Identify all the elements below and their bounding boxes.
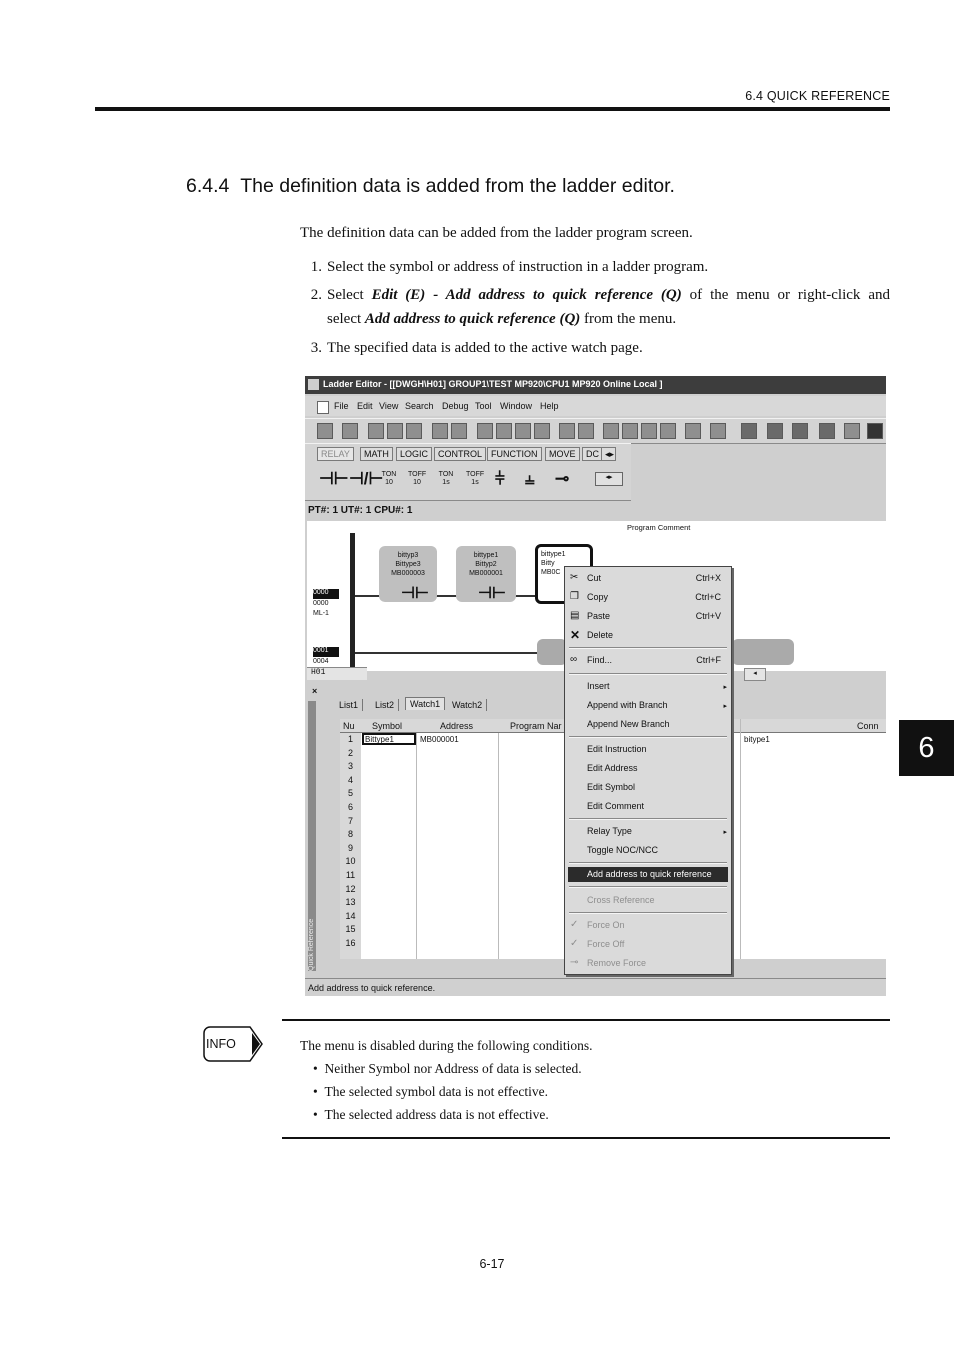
submenu-arrow-icon: ▸ [723, 829, 727, 836]
menu-item-edit-comment[interactable]: Edit Comment [587, 801, 645, 811]
address-cell[interactable]: MB000001 [420, 735, 459, 744]
section-title [186, 175, 675, 198]
no-contact-icon[interactable]: ⊣⊢ [319, 469, 349, 488]
sheet-tab-label[interactable]: H01 [311, 668, 326, 677]
menu-item-paste[interactable]: Paste [587, 611, 611, 621]
menu-item-cut[interactable]: Cut [587, 573, 602, 583]
row-number: 4 [347, 774, 353, 785]
close-pane-icon[interactable]: × [312, 686, 318, 696]
step-text: Select the symbol or address of instruction in a ladder program. [327, 259, 709, 275]
status-text: Add address to quick reference. [308, 983, 436, 993]
row-number: 7 [347, 815, 353, 826]
main-toolbar [305, 418, 886, 444]
info-badge-label: INFO [206, 1037, 236, 1051]
step-text: select [327, 311, 365, 327]
row-number: 11 [345, 869, 356, 880]
menu-item-find[interactable]: Find... [587, 655, 613, 665]
info-bullet-text: The selected address data is not effective. [324, 1107, 549, 1122]
info-bullet: • The selected symbol data is not effective. [313, 1084, 549, 1099]
menu-debug[interactable]: Debug [442, 401, 469, 411]
contact-symbol: Bittype3 [395, 561, 421, 568]
contact-label: bittype1 [541, 551, 566, 558]
list-icon[interactable] [710, 423, 726, 439]
contact-symbol: Bittyp2 [475, 561, 497, 568]
row-number: 10 [345, 856, 356, 867]
step-list [300, 255, 890, 360]
branch-close-icon[interactable] [515, 423, 531, 439]
menu-item-force-off[interactable]: Force Off [587, 939, 625, 949]
tab-dc[interactable]: DC [582, 447, 603, 461]
contact-no-icon: ⊣⊢ [478, 585, 506, 602]
info-bottom-rule [282, 1137, 890, 1139]
sheet-tab-bar [307, 667, 367, 680]
menu-separator [569, 736, 727, 738]
contact-no-icon: ⊣⊢ [401, 585, 429, 602]
row-number: 5 [347, 788, 353, 799]
menu-item-toggle-noc-ncc[interactable]: Toggle NOC/NCC [587, 845, 659, 855]
menu-item-add-address-to-quick-reference[interactable]: Add address to quick reference [587, 869, 712, 879]
section-title-text: The definition data is added from the ladder editor. [240, 175, 675, 197]
branch-icon[interactable] [496, 423, 512, 439]
palette-scroll-icon[interactable]: ◂▸ [595, 472, 623, 486]
remove-force-icon: ⊸ [570, 957, 579, 968]
menu-view[interactable]: View [379, 401, 399, 411]
bookmark-icon[interactable] [622, 423, 638, 439]
nc-contact-icon[interactable]: ⊣/⊢ [349, 469, 384, 488]
running-header: 6.4 QUICK REFERENCE [745, 89, 890, 103]
grid-divider [740, 719, 741, 959]
menu-bar [305, 396, 886, 416]
col-address: Address [440, 721, 474, 731]
menu-lines-icon[interactable] [867, 423, 883, 439]
status-bar [305, 978, 886, 996]
tab-move[interactable]: MOVE [545, 447, 580, 461]
contact-symbol: Bitty [541, 560, 555, 567]
row-number: 6 [347, 801, 353, 812]
menu-separator [569, 886, 727, 888]
pulse-fall-icon[interactable]: ⫨ [525, 469, 535, 488]
menu-item-emphasis: Add address to quick reference (Q) [364, 311, 581, 327]
contact-label: bittyp3 [397, 552, 419, 559]
copy-icon[interactable] [387, 423, 403, 439]
row-number: 14 [345, 910, 356, 921]
palette-tab-row [317, 447, 631, 461]
print-icon[interactable] [342, 423, 358, 439]
ton-1s-icon[interactable]: TON 1s [438, 471, 454, 486]
tab-logic[interactable]: LOGIC [396, 447, 432, 461]
menu-search[interactable]: Search [405, 401, 434, 411]
pulse-rise-icon[interactable]: ⫩ [495, 469, 505, 488]
align-icon[interactable] [741, 423, 757, 439]
menu-separator [569, 673, 727, 675]
col-comment: Conn [857, 721, 879, 731]
binoculars-icon: ∞ [570, 654, 578, 665]
intro-paragraph: The definition data can be added from the ladder program screen. [300, 225, 693, 241]
page-number: 6-17 [479, 1257, 505, 1271]
document-icon [317, 401, 329, 414]
copy-icon: ❐ [570, 591, 579, 602]
row-number: 13 [345, 897, 356, 908]
menu-separator [569, 647, 727, 649]
toff-10-icon[interactable]: TOFF 10 [408, 471, 427, 486]
info-bullet: • Neither Symbol nor Address of data is selected. [313, 1061, 582, 1076]
cut-icon[interactable] [368, 423, 384, 439]
contact-address: MB000001 [469, 570, 503, 577]
submenu-arrow-icon: ▸ [723, 703, 727, 710]
pt-info: PT#: 1 UT#: 1 CPU#: 1 [308, 505, 413, 516]
chapter-tab: 6 [899, 720, 954, 776]
force-on-icon: ✓ [570, 919, 579, 930]
menu-path-emphasis: Edit (E) - Add address to quick reference (Q) [371, 287, 682, 303]
menu-window[interactable]: Window [500, 401, 533, 411]
rung-step-1: 0004 [313, 658, 329, 665]
coil-icon[interactable]: ⊸ [555, 469, 570, 488]
info-bullet-text: Neither Symbol nor Address of data is selected. [324, 1061, 582, 1076]
menu-separator [569, 818, 727, 820]
paste-icon: ▤ [570, 610, 580, 621]
rung-wire-1 [355, 652, 545, 654]
col-symbol: Symbol [372, 721, 403, 731]
menu-item-copy[interactable]: Copy [587, 592, 609, 602]
shortcut-paste: Ctrl+V [695, 611, 721, 621]
contact-label: bittype1 [473, 552, 499, 559]
app-icon [308, 379, 319, 390]
row-number: 9 [347, 842, 353, 853]
toff-1s-icon[interactable]: TOFF 1s [466, 471, 485, 486]
menu-item-append-new-branch[interactable]: Append New Branch [587, 719, 670, 729]
row-number-column [340, 733, 361, 959]
force-off-icon: ✓ [570, 938, 579, 949]
menu-help[interactable]: Help [540, 401, 559, 411]
arrow-up-icon[interactable] [767, 423, 783, 439]
tab-watch2[interactable]: Watch2 [448, 699, 487, 711]
rung-1-box-right [732, 639, 794, 665]
step-text: Select [327, 287, 372, 303]
undo-icon[interactable] [432, 423, 448, 439]
redo-icon[interactable] [451, 423, 467, 439]
step-text: of the menu or right-click and [681, 287, 890, 303]
scissors-icon: ✂ [570, 572, 579, 583]
menu-item-edit-instruction[interactable]: Edit Instruction [587, 744, 647, 754]
find-icon[interactable] [559, 423, 575, 439]
step-number: 3. [310, 340, 322, 356]
menu-item-cross-reference[interactable]: Cross Reference [587, 895, 655, 905]
menu-file[interactable]: File [334, 401, 349, 411]
col-program: Program Nar [510, 721, 562, 731]
shortcut-copy: Ctrl+C [695, 592, 721, 602]
step-1 [300, 255, 890, 279]
rung-tag-0: ML-1 [313, 610, 329, 617]
menu-separator [569, 862, 727, 864]
zoom-icon[interactable] [819, 423, 835, 439]
shortcut-find: Ctrl+F [696, 655, 721, 665]
header-rule [95, 107, 890, 111]
horizontal-scroll-left-icon[interactable]: ◂ [744, 668, 766, 681]
step-number: 2. [310, 287, 322, 303]
window-icon[interactable] [660, 423, 676, 439]
tab-relay[interactable]: RELAY [317, 447, 354, 461]
step-number: 1. [310, 259, 322, 275]
row-number: 16 [345, 937, 356, 948]
menu-separator [569, 912, 727, 914]
tab-function[interactable]: FUNCTION [487, 447, 542, 461]
tab-scroll-icon[interactable]: ◂▸ [601, 447, 616, 461]
row-number: 12 [345, 883, 356, 894]
row-number: 2 [347, 747, 353, 758]
menu-item-append-with-branch[interactable]: Append with Branch [587, 700, 668, 710]
rung-number-0: 0000 [313, 589, 339, 599]
delete-x-icon: ✕ [570, 628, 581, 642]
comment-cell[interactable]: bitype1 [744, 735, 770, 744]
rung-1-box [537, 639, 567, 665]
rung-number-1: 0001 [313, 647, 339, 657]
ladder-editor-screenshot [305, 376, 886, 996]
contact-bittype1[interactable] [456, 546, 516, 602]
paste-icon[interactable] [406, 423, 422, 439]
window-title: Ladder Editor - [[DWGH\H01] GROUP1\TEST MP920\CPU1 MP920 Online Local ] [323, 379, 663, 389]
contact-address: MB0C [541, 569, 561, 576]
context-menu [564, 566, 732, 975]
info-bullet: • The selected address data is not effective. [313, 1107, 549, 1122]
quick-reference-side-label: Quick Reference [308, 701, 316, 971]
row-number: 3 [347, 761, 353, 772]
grid-divider [416, 733, 417, 959]
forward-icon[interactable] [641, 423, 657, 439]
window-titlebar [305, 376, 886, 394]
tab-list1[interactable]: List1 [335, 699, 363, 711]
menu-item-edit-address[interactable]: Edit Address [587, 763, 638, 773]
menu-item-relay-type[interactable]: Relay Type [587, 826, 632, 836]
col-number: Nu [343, 721, 355, 731]
check-icon[interactable] [685, 423, 701, 439]
save-icon[interactable] [317, 423, 333, 439]
section-number: 6.4.4 [186, 175, 230, 197]
menu-item-force-on[interactable]: Force On [587, 920, 625, 930]
info-lead: The menu is disabled during the following conditions. [300, 1038, 593, 1053]
step-3 [300, 336, 890, 360]
step-text: from the menu. [580, 311, 677, 327]
view-icon[interactable] [603, 423, 619, 439]
grid-divider [498, 733, 499, 959]
pointer-icon[interactable] [477, 423, 493, 439]
tab-list2[interactable]: List2 [371, 699, 399, 711]
ton-10-icon[interactable]: TON 10 [381, 471, 397, 486]
row-number: 8 [347, 829, 353, 840]
submenu-arrow-icon: ▸ [723, 684, 727, 691]
delete-icon[interactable] [534, 423, 550, 439]
arrow-down-icon[interactable] [792, 423, 808, 439]
instruction-palette [305, 443, 631, 501]
menu-item-insert[interactable]: Insert [587, 681, 610, 691]
menu-item-delete[interactable]: Delete [587, 630, 614, 640]
step-2 [300, 283, 890, 331]
tab-math[interactable]: MATH [360, 447, 393, 461]
info-bullet-text: The selected symbol data is not effective. [324, 1084, 549, 1099]
program-comment-label: Program Comment [627, 523, 691, 532]
menu-tool[interactable]: Tool [475, 401, 492, 411]
replace-icon[interactable] [578, 423, 594, 439]
rung-step-0: 0000 [313, 600, 329, 607]
row-number: 15 [345, 924, 356, 935]
info-top-rule [282, 1019, 890, 1021]
menu-edit[interactable]: Edit [357, 401, 373, 411]
symbol-cell-selected[interactable]: Bittype1 [362, 733, 416, 745]
tab-control[interactable]: CONTROL [434, 447, 486, 461]
contact-bittyp3[interactable] [379, 546, 437, 602]
step-text: The specified data is added to the active watch page. [327, 340, 643, 356]
shortcut-cut: Ctrl+X [695, 573, 721, 583]
scale-icon[interactable] [844, 423, 860, 439]
tab-watch1[interactable]: Watch1 [405, 697, 445, 710]
info-content [300, 1034, 592, 1126]
menu-item-edit-symbol[interactable]: Edit Symbol [587, 782, 636, 792]
row-number: 1 [347, 734, 353, 744]
contact-address: MB000003 [391, 570, 425, 577]
menu-item-remove-force[interactable]: Remove Force [587, 958, 647, 968]
